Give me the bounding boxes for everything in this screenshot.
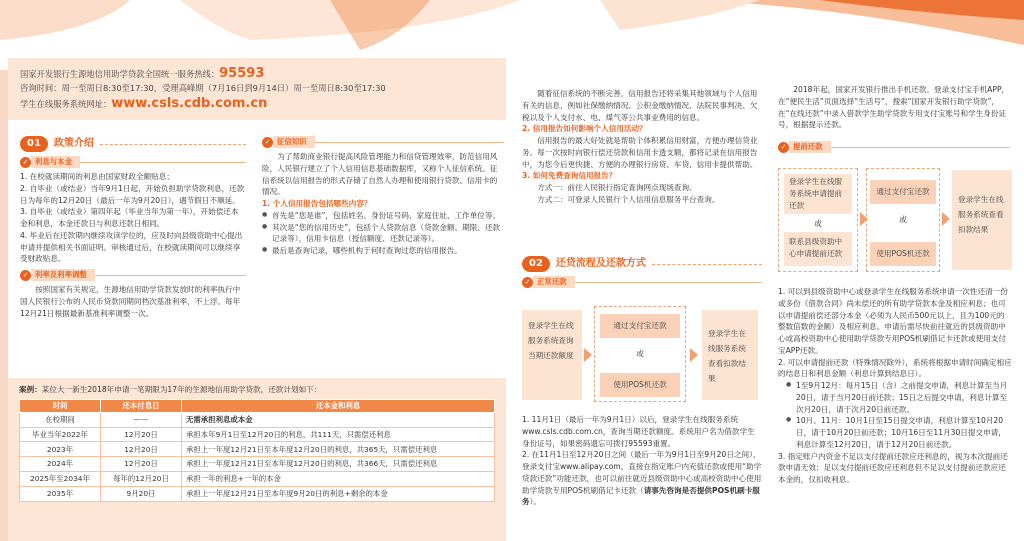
section-title: 还贷流程及还款方式: [555, 258, 646, 270]
table-row: [20, 442, 495, 457]
prepay-apply-online: 登录学生在线服务系统申请提前还款: [784, 174, 852, 214]
section-number: 02: [522, 256, 550, 272]
table-cell: 毕业当年2022年: [20, 427, 101, 442]
note-item: [522, 449, 762, 508]
table-header: [20, 399, 495, 412]
table-cell: 承担上一年度12月21日至本年度9月20日的利息+剩余的本金: [182, 486, 495, 501]
circle-icon: ✓: [522, 277, 533, 288]
subsection-title: 利息与本金: [31, 156, 80, 168]
table-cell: 2025年至2034年: [20, 471, 101, 486]
table-cell: 12月20日: [101, 442, 182, 457]
table-row: [20, 471, 495, 486]
flow-or: 或: [636, 349, 644, 358]
case-label: 案例：: [19, 385, 42, 394]
section-number: 01: [20, 136, 48, 152]
circle-icon: ✓: [20, 270, 31, 281]
table-cell: 承担本年9月1日至12月20日的利息，共111天，只需偿还利息: [182, 427, 495, 442]
table-cell: 承担上一年度12月21日至本年度12月20日的利息，共366天，只需偿还利息: [182, 457, 495, 472]
table-cell: 12月20日: [101, 457, 182, 472]
bullet-item: ● 1至9月12月：每月15日（含）之前提交申请，利息计算至当月20日，请于当月20日前还款；15日之后提交申请，利息计算至次月20日，请于次月20日前还款。: [786, 380, 1012, 415]
subsection-title: 利率及利率调整: [31, 269, 95, 281]
flow-step-query: 登录学生在线服务系统查询当期还款额度: [522, 310, 582, 400]
note-text: ）。: [529, 497, 541, 507]
prepay-option-pos: 使用POS机还款: [870, 242, 936, 266]
flow-step-result: 登录学生在线服务系统查看扣款结果: [702, 310, 758, 400]
left-edge-decoration: [0, 70, 8, 541]
subsection-title: 提前还款: [789, 141, 831, 153]
policy-column: [20, 136, 246, 319]
policy-item: 3. 自毕业（或结业）第四年起（毕业当年为第一年），开始偿还本金和利息，本金还款日与利息还款日相同。: [20, 207, 239, 229]
consult-time: 咨询时间：周一至周日8:30至17:30，受理高峰期（7月16日到9月14日）周一至周日8:30至17:30: [20, 83, 386, 93]
circle-icon: ✓: [20, 157, 31, 168]
prepay-notes: [778, 286, 1012, 486]
table-cell: 每年的12月20日: [101, 471, 182, 486]
circle-icon: ✓: [262, 137, 273, 148]
bullet-item: ● 其次是“您的信用历史”，包括个人贷款信息（贷款金额、期限、还款记录等），信用卡信息（授信额度、还款记录等）。: [262, 222, 504, 246]
query-way: 方式一：前往人民银行指定查询网点现场查询。: [537, 183, 697, 193]
case-box: [8, 378, 506, 541]
repayment-table: [19, 399, 495, 502]
top-decoration: [0, 0, 1024, 60]
prepay-result: 登录学生在线服务系统查看扣款结果: [952, 170, 1012, 270]
mobile-repay-column: [778, 84, 1010, 153]
question-title: 1. 个人信用报告包括哪些内容？: [262, 199, 372, 209]
note-item: 3. 指定账户内资金不足以支付提前还款应还利息的，视为本次提前还款申请无效；足以支付提前还款应还利息但不足以支付提前还款应还本金的，仅扣收利息。: [778, 451, 1008, 485]
hotline-phone[interactable]: 95593: [219, 66, 265, 81]
credit-continued-column: [522, 88, 762, 206]
arrow-icon: [690, 348, 698, 362]
note-item: 1. 11月1日（最后一年为9月1日）以后，登录学生在线服务系统www.csls.cdb.com.cn，查询当期还款额度。系统用户名为借款学生身份证号，如果密码遗忘可拨打95593重置。: [522, 415, 755, 448]
table-cell: 9月20日: [101, 486, 182, 501]
credit-paragraph: 信用报告的最大好处就是帮助个体积累信用财富，方便办理信贷业务。每一次按时向银行偿还贷款和信用卡透支额，都将记录在信用报告中，为您今后更快捷、方便的办理银行房贷、车贷、信用卡提供帮助。: [522, 136, 758, 169]
credit-intro: 为了帮助商业银行提高风险管理能力和信贷管理效率，防范信用风险，人民银行建立了个人信用信息基础数据库，又称个人征信系统。征信系统以信用报告的形式存储了自然人办理和使用银行贷款、信用卡的情况。: [262, 152, 498, 197]
normal-repay-notes: [522, 414, 762, 508]
website-label: 学生在线服务系统网址：: [20, 99, 112, 109]
table-cell: 承担一年的利息+一年的本金: [182, 471, 495, 486]
table-row: [20, 457, 495, 472]
table-row: [20, 427, 495, 442]
circle-icon: ✓: [778, 142, 789, 153]
mobile-repay-intro: 2018年起，国家开发银行推出手机还款。登录支付宝手机APP，在“便民生活”页面选择“生活号”，搜索“国家开发银行助学贷款”，在“在线还款”中录入借款学生助学贷款专用支付宝账号和学生身份证号，根据提示还款。: [778, 85, 1010, 130]
website-url[interactable]: www.csls.cdb.com.cn: [111, 96, 268, 111]
arrow-icon: [584, 348, 592, 362]
table-cell: 无需承担利息或本金: [182, 412, 495, 427]
note-text: 2. 在11月1日至12月20日之间（最后一年为9月1日至9月20日之间），登录支付宝www.alipay.com，直接在指定账户内充值还款或使用“助学贷款还款”功能还款，也可以前往就近县级资助中心或高校资助中心使用助学贷款专用POS机刷借记卡还款（: [522, 450, 762, 495]
question-title: 3. 如何免费查询信用报告？: [522, 171, 617, 181]
column-header: 还本付息日: [101, 399, 182, 412]
section-title: 政策介绍: [53, 138, 94, 150]
prepay-apply-center: 联系县级资助中心申请提前还款: [784, 232, 852, 266]
policy-item: 4. 毕业后在还款期内继续攻读学位的，应及时向县级资助中心提出申请并提供相关书面证明。审核通过后，在校就读期间可以继续享受财政贴息。: [20, 230, 243, 264]
note-item: 2. 可以申请提前还款（特殊情况除外），系统将根据申请时间确定相应的结息日和利息金额（利息计算到结息日）。: [778, 357, 1012, 379]
table-cell: 承担上一年度12月21日至本年度12月20日的利息，共365天，只需偿还利息: [182, 442, 495, 457]
note-item: 1. 可以到县级资助中心或登录学生在线服务系统申请一次性还清一份或多份《借款合同》尚未偿还的所有助学贷款本金及相应利息；也可以申请提前偿还部分本金（必须为人民币500元以上，且为100元的整数倍数的金额）及相应利息。申请后需尽快前往就近的县级资助中心或高校资助中心使用助学贷款专用POS机刷借记卡还款或使用支付宝APP还款。: [778, 287, 1008, 355]
prepay-or: 或: [814, 219, 822, 228]
repay-header: [522, 256, 762, 288]
policy-item: 2. 自毕业（或结业）当年9月1日起，开始负担助学贷款利息，还款日为每年的12月20日（最后一年为9月20日），遇节假日不顺延。: [20, 183, 245, 205]
column-header: 时间: [20, 399, 101, 412]
prepay-or: 或: [899, 215, 907, 224]
table-row: [20, 412, 495, 427]
column-header: 还本金和利息: [182, 399, 495, 412]
table-cell: ——: [101, 412, 182, 427]
bullet-item: ● 最后是查询记录，哪些机构于何时查询过您的信用报告。: [262, 245, 504, 257]
question-title: 2. 信用报告如何影响个人信用活动？: [522, 124, 647, 134]
table-cell: 2035年: [20, 486, 101, 501]
subsection-title: 正常还款: [533, 276, 575, 288]
bullet-item: ● 首先是“您是谁”，包括姓名、身份证号码、家庭住址、工作单位等。: [262, 210, 504, 222]
prepay-option-alipay: 通过支付宝还款: [870, 180, 936, 204]
table-cell: 2023年: [20, 442, 101, 457]
table-cell: 在校期间: [20, 412, 101, 427]
hotline-label: 国家开发银行生源地信用助学贷款全国统一服务热线：: [20, 69, 220, 79]
credit-column: [262, 136, 504, 257]
table-cell: 12月20日: [101, 427, 182, 442]
arrow-icon: [942, 212, 950, 226]
hotline-box: [8, 58, 506, 120]
credit-paragraph: 随着征信系统的不断完善，信用报告还将采集其他领域与个人信用有关的信息，例如社保缴纳情况、公积金缴纳情况、法院民事判决、欠税以及个人支付水、电、煤气等公共事业费用的信息。: [522, 89, 758, 122]
case-text: 某位大一新生2018年申请一笔期限为17年的生源地信用助学贷款，还款计划如下：: [41, 385, 322, 394]
table-cell: 2024年: [20, 457, 101, 472]
rate-text: 按照国家有关规定，生源地信用助学贷款发放时的利率执行中国人民银行公布的人民币贷款同期同档次基准利率，不上浮。每年12月21日根据最新基准利率调整一次。: [20, 285, 241, 318]
subsection-title: 征信知识: [273, 136, 315, 148]
table-row: [20, 486, 495, 501]
query-way: 方式二：可登录人民银行个人信用信息服务平台查询。: [537, 194, 720, 204]
flow-option-alipay: 通过支付宝还款: [600, 314, 680, 338]
bullet-item: ● 10月、11月：10月1日至15日提交申请，利息计算至10月20日，请于10月20日前还款；10月16日至11月30日提交申请，利息计算至12月20日，请于12月20日前还款。: [786, 415, 1012, 450]
note-emphasis: 请事先咨询是否提供POS机刷卡服务: [522, 485, 760, 507]
flow-option-pos: 使用POS机还款: [600, 373, 680, 397]
policy-item: 1. 在校就读期间的利息由国家财政全额贴息；: [20, 172, 174, 181]
